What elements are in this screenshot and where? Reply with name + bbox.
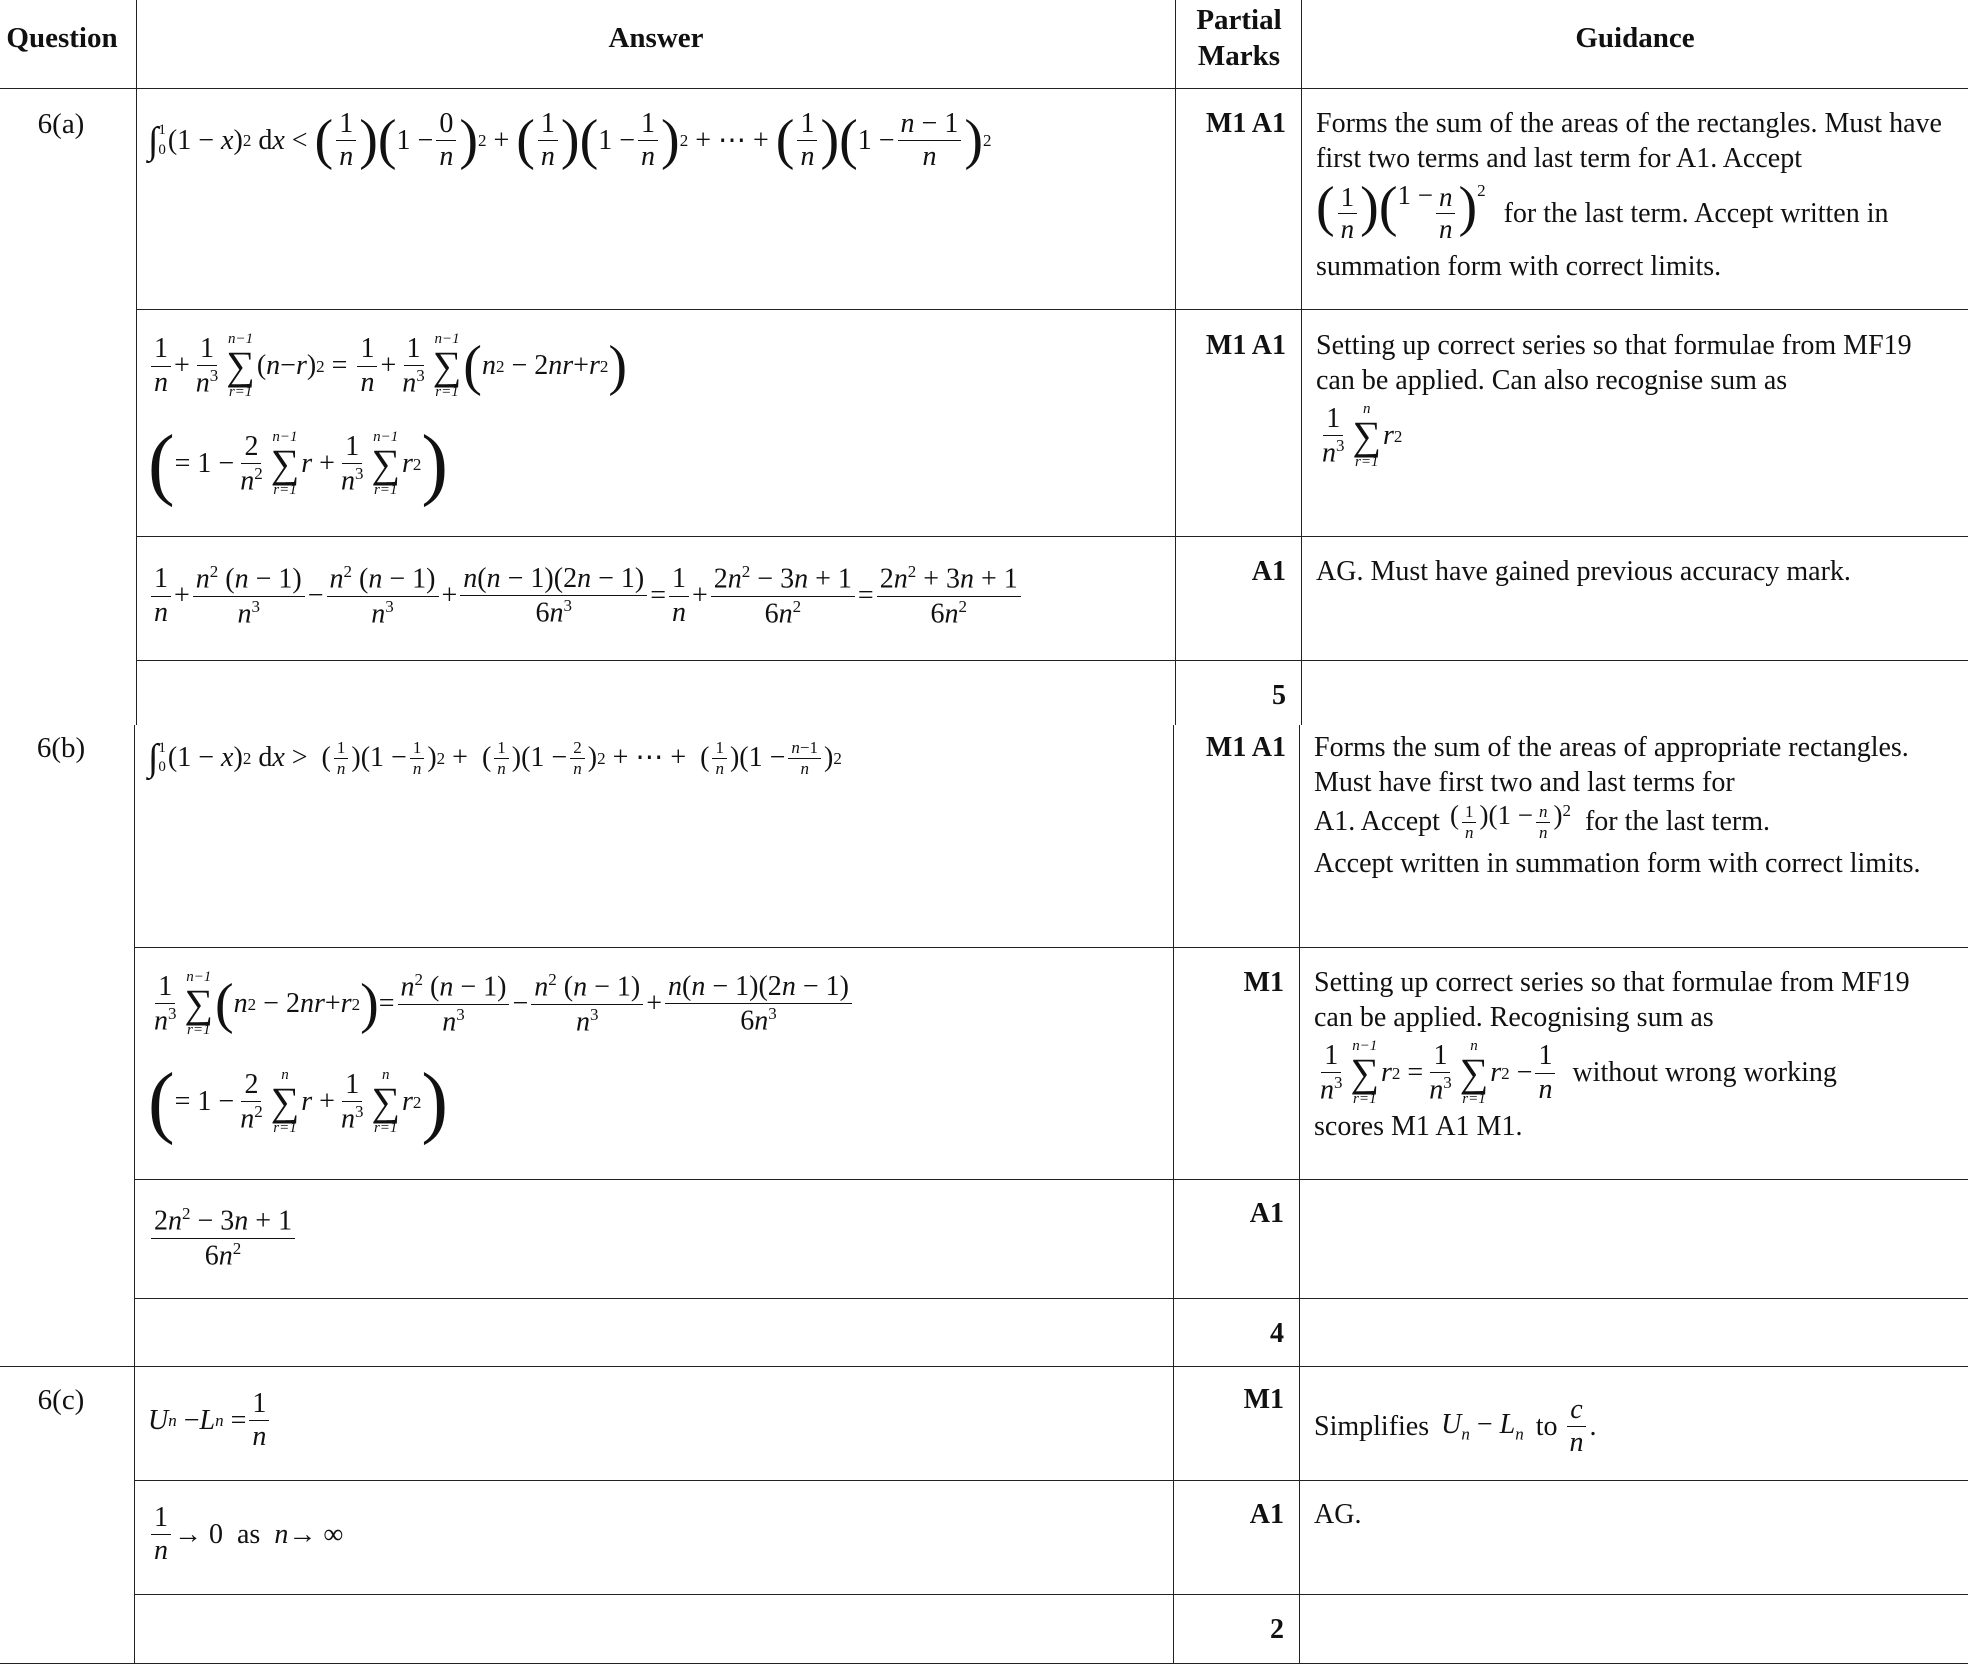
guidance-text: AG. xyxy=(1314,1499,1362,1530)
mark-cell: A1 xyxy=(1249,1198,1284,1229)
guidance-text: Accept written in summation form with correct limits. xyxy=(1314,848,1921,880)
answer-result-b: $2n^2 - 3n + 1$ $6n^2$ xyxy=(148,1204,298,1272)
col-rule xyxy=(1173,725,1174,1663)
guidance-text: scores M1 A1 M1. xyxy=(1314,1111,1523,1142)
guidance-text: Simplifies xyxy=(1314,1410,1430,1442)
col-rule xyxy=(1175,0,1176,725)
question-number: 6(a) xyxy=(37,108,85,140)
section-rule xyxy=(0,1366,1968,1367)
guidance-text: Setting up correct series so that formulae from MF19 can be applied. Recognising sum as xyxy=(1314,967,1910,1033)
row-rule xyxy=(134,1179,1968,1180)
answer-limit: 1 n → 0 as n → ∞ xyxy=(148,1502,343,1567)
question-number: 6(c) xyxy=(37,1384,85,1416)
row-rule xyxy=(134,1594,1968,1595)
header-answer: Answer xyxy=(608,22,704,54)
col-rule xyxy=(1299,725,1300,1663)
col-rule xyxy=(134,725,135,1663)
answer-series-setup-b: 1 $n^3$ n−1 ∑ r=1 ( n 2 − 2 nr + r 2 ) = $n^2$ (n − 1) $n^3$ − $n^2$ (n − 1) $n^3$ + n(n − 1)(2n − 1) $6n^3$ xyxy=(148,970,855,1038)
mark-total: 4 xyxy=(1270,1318,1284,1349)
guidance-cell: Simplifies $U_n - L_n$ to c n . xyxy=(1314,1394,1597,1459)
guidance-text: summation form with correct limits. xyxy=(1316,251,1722,283)
mark-cell: A1 xyxy=(1251,556,1286,587)
row-rule xyxy=(136,309,1968,310)
guidance-text: for the last term. xyxy=(1584,806,1770,838)
guidance-cell: Setting up correct series so that formulae from MF19 can be applied. Recognising sum as 1 $n^3$ n−1 ∑ r=1 r 2 = 1 $n^3$ n ∑ r=1 r 2 − 1 n without wrong working scores M1 A1 M1. xyxy=(1314,965,1954,1144)
col-rule xyxy=(136,0,137,725)
guidance-text: to xyxy=(1535,1410,1558,1442)
guidance-cell: Setting up correct series so that formulae from MF19 can be applied. Can also recognise sum as 1 $n^3$ n ∑ r=1 r 2 xyxy=(1316,328,1956,470)
mark-cell: M1 xyxy=(1243,967,1284,998)
mark-cell: A1 xyxy=(1249,1499,1284,1530)
guidance-text: Setting up correct series so that formulae from MF19 can be applied. Can also recognise sum as xyxy=(1316,330,1912,396)
mark-cell: M1 A1 xyxy=(1205,732,1286,763)
mark-cell: M1 A1 xyxy=(1205,330,1286,361)
as-word: as xyxy=(237,1518,261,1550)
answer-series-expanded: ( = 1 − 2 $n^2$ n−1 ∑ r=1 r + 1 $n^3$ n−1 ∑ r=1 r 2 ) xyxy=(148,420,449,508)
guidance-cell: Forms the sum of the areas of appropriate rectangles. Must have first two and last terms for A1. Accept ( 1 n )(1 − n n ) 2 for the last term. Accept written in summation form with correct limits. xyxy=(1314,730,1954,881)
row-rule xyxy=(136,660,1968,661)
guidance-text: without wrong working xyxy=(1572,1057,1837,1088)
header-question: Question xyxy=(6,22,118,54)
answer-difference: U n − L n = 1 n xyxy=(148,1388,272,1453)
header-partial-marks: Partial Marks xyxy=(1196,4,1282,72)
answer-series-setup: 1 n + 1 $n^3$ n−1 ∑ r=1 ( n − r ) 2 = 1 n + 1 $n^3$ n−1 ∑ r=1 ( n 2 − 2 nr + r 2 ) xyxy=(148,332,627,400)
row-rule xyxy=(136,536,1968,537)
mark-cell: M1 A1 xyxy=(1205,108,1286,139)
mark-cell: M1 xyxy=(1243,1384,1284,1415)
guidance-text: for the last term. Accept written in xyxy=(1503,197,1889,229)
guidance-cell: Forms the sum of the areas of the rectangles. Must have first two terms and last term for A1. Accept ( 1 n ) ( 1 − n n ) 2 for the last term. Accept written in summation form with correct limits. xyxy=(1316,106,1956,284)
guidance-text: AG. Must have gained previous accuracy mark. xyxy=(1316,556,1851,587)
guidance-text: A1. Accept xyxy=(1314,806,1440,838)
mark-total: 2 xyxy=(1270,1614,1284,1645)
answer-integral-lower-bound: ∫ 1 0 (1 − x ) 2 d x > ( 1 n )(1 − 1 n ) 2 + ( 1 n )(1 − 2 n ) 2 + ⋯ + ( 1 n )(1 − n−1 n ) 2 xyxy=(148,737,842,780)
bottom-rule xyxy=(0,1663,1968,1664)
question-number: 6(b) xyxy=(36,732,86,764)
header-guidance: Guidance xyxy=(1575,22,1695,54)
answer-simplified-sum: 1 n + $n^2$ (n − 1) $n^3$ − $n^2$ (n − 1) $n^3$ + n(n − 1)(2n − 1) $6n^3$ = 1 n + $2n^2 - 3n + 1$ $6n^2$ = $2n^2 + 3n + 1$ $6n^2$ xyxy=(148,562,1024,630)
row-rule xyxy=(134,1298,1968,1299)
guidance-text: Forms the sum of the areas of the rectangles. Must have first two terms and last term for A1. Accept xyxy=(1316,108,1942,174)
mark-total: 5 xyxy=(1272,680,1286,711)
answer-integral-upper-bound: ∫ 1 0 (1 − x ) 2 d x < ( 1 n ) ( 1 − 0 n ) 2 + ( 1 n ) ( 1 − 1 n ) 2 + ⋯ + ( 1 n ) ( 1 − n − 1 n ) 2 xyxy=(148,108,992,173)
answer-series-expanded-b: ( = 1 − 2 $n^2$ n ∑ r=1 r + 1 $n^3$ n ∑ r=1 r 2 ) xyxy=(148,1058,449,1146)
header-rule xyxy=(0,88,1968,89)
row-rule xyxy=(134,947,1968,948)
col-rule xyxy=(1301,0,1302,725)
guidance-text: Forms the sum of the areas of appropriate rectangles. Must have first two and last terms for xyxy=(1314,732,1909,798)
row-rule xyxy=(134,1480,1968,1481)
